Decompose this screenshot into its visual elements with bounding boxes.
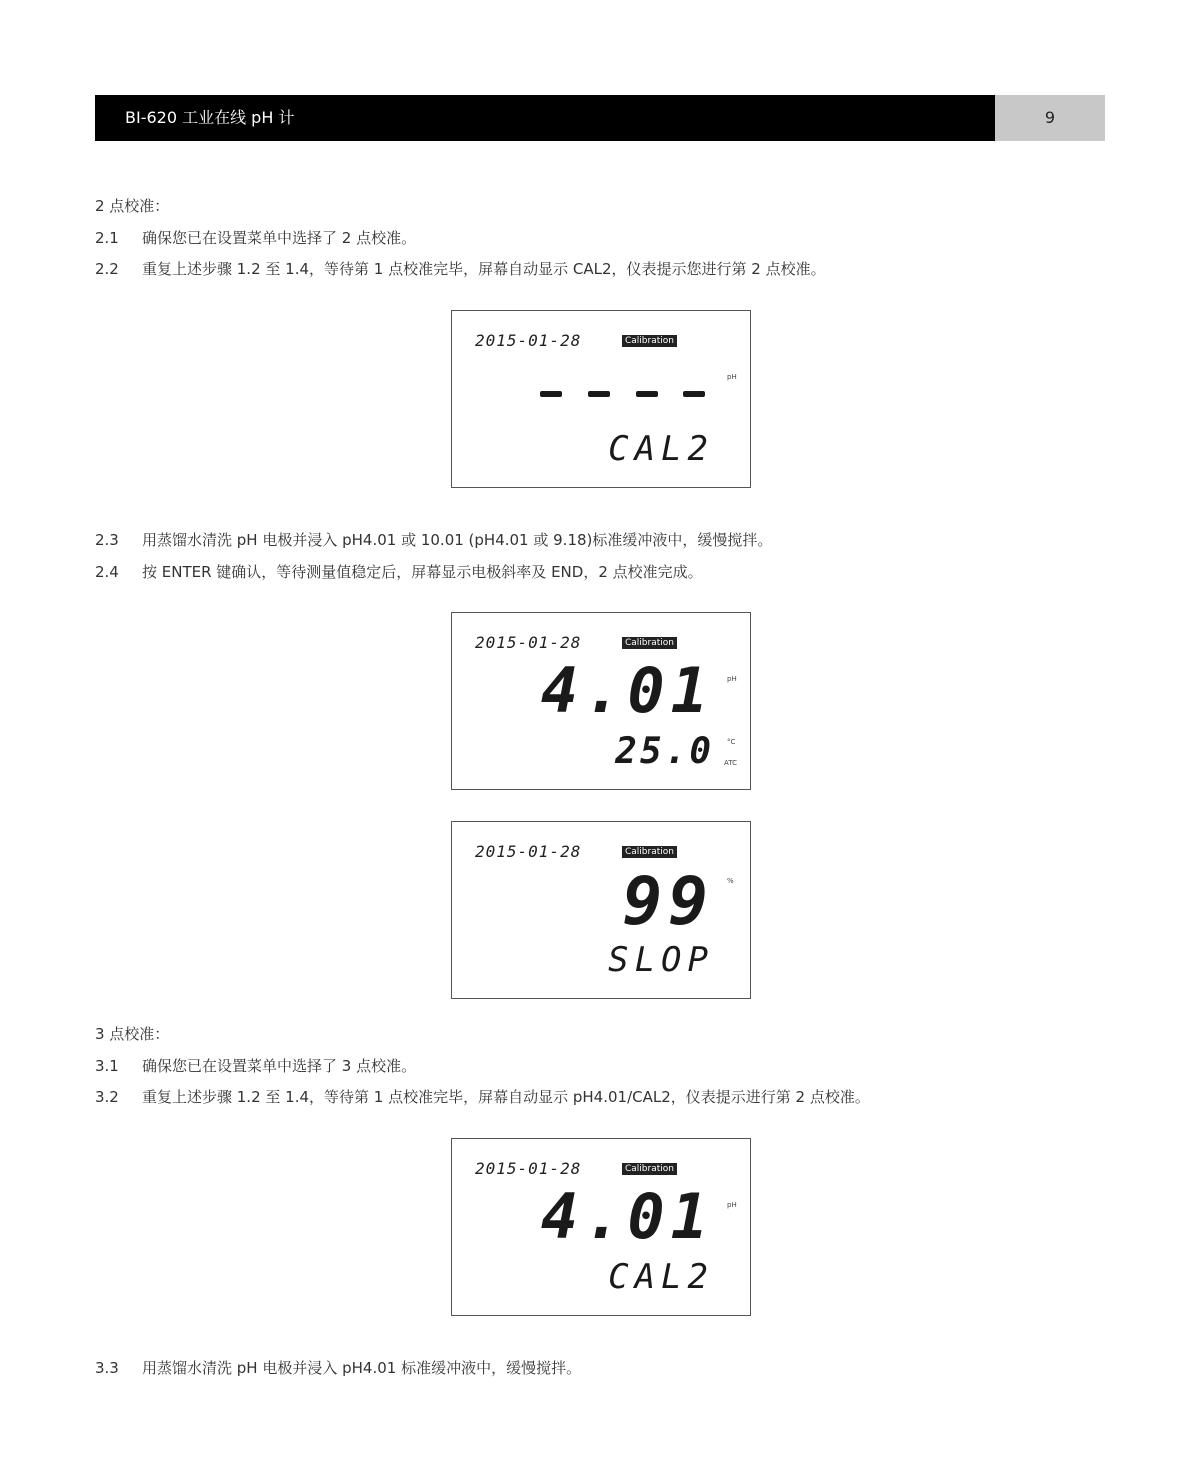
- lcd-temperature: 25.0: [615, 731, 714, 772]
- lcd-main-value: 99: [622, 863, 714, 940]
- lcd-sub: CAL2: [608, 429, 714, 469]
- step-3-3: [95, 1357, 581, 1378]
- lcd-date: 2015-01-28: [475, 842, 582, 861]
- step-2-1: [95, 227, 416, 248]
- step-number: 3.3: [95, 1359, 119, 1377]
- lcd-unit: %: [727, 877, 734, 885]
- step-2-3: [95, 529, 772, 550]
- lcd-display-cal2-dashes: [451, 310, 751, 488]
- step-3-2: [95, 1086, 870, 1107]
- step-text: 确保您已在设置菜单中选择了 2 点校准。: [142, 229, 417, 247]
- step-2-4: [95, 561, 703, 582]
- lcd-display-ph-cal2: [451, 1138, 751, 1316]
- lcd-temp-unit: °C: [727, 738, 736, 746]
- page-number: 9: [995, 95, 1105, 141]
- step-text: 重复上述步骤 1.2 至 1.4，等待第 1 点校准完毕，屏幕自动显示 CAL2，仪表提示您进行第 2 点校准。: [142, 260, 826, 278]
- step-number: 3.1: [95, 1057, 119, 1075]
- step-number: 3.2: [95, 1088, 119, 1106]
- section-3-title: 3 点校准：: [95, 1025, 170, 1043]
- section-2-title: 2 点校准：: [95, 197, 170, 215]
- step-text: 按 ENTER 键确认，等待测量值稳定后，屏幕显示电极斜率及 END，2 点校准完成。: [142, 563, 703, 581]
- calibration-badge: Calibration: [622, 335, 677, 347]
- step-text: 重复上述步骤 1.2 至 1.4，等待第 1 点校准完毕，屏幕自动显示 pH4.01/CAL2，仪表提示进行第 2 点校准。: [142, 1088, 870, 1106]
- lcd-display-ph-temp: [451, 612, 751, 790]
- dash-segment: [540, 391, 562, 397]
- step-3-1: [95, 1055, 416, 1076]
- lcd-date: 2015-01-28: [475, 1159, 582, 1178]
- dash-segment: [683, 391, 705, 397]
- step-2-2: [95, 258, 826, 279]
- step-number: 2.2: [95, 260, 119, 278]
- calibration-badge: Calibration: [622, 846, 677, 858]
- lcd-unit: pH: [727, 1201, 737, 1209]
- step-number: 2.3: [95, 531, 119, 549]
- lcd-display-slope: [451, 821, 751, 999]
- header-title: BI-620 工业在线 pH 计: [125, 108, 295, 127]
- lcd-unit: pH: [727, 675, 737, 683]
- step-text: 确保您已在设置菜单中选择了 3 点校准。: [142, 1057, 417, 1075]
- dash-segment: [588, 391, 610, 397]
- lcd-main-value: 4.01: [540, 1180, 714, 1253]
- step-text: 用蒸馏水清洗 pH 电极并浸入 pH4.01 标准缓冲液中，缓慢搅拌。: [142, 1359, 582, 1377]
- lcd-sub: SLOP: [608, 940, 714, 980]
- calibration-badge: Calibration: [622, 637, 677, 649]
- step-number: 2.1: [95, 229, 119, 247]
- lcd-date: 2015-01-28: [475, 331, 582, 350]
- lcd-atc-label: ATC: [724, 759, 737, 767]
- step-text: 用蒸馏水清洗 pH 电极并浸入 pH4.01 或 10.01 (pH4.01 或 9.18)标准缓冲液中，缓慢搅拌。: [142, 531, 773, 549]
- step-number: 2.4: [95, 563, 119, 581]
- lcd-date: 2015-01-28: [475, 633, 582, 652]
- lcd-sub: CAL2: [608, 1257, 714, 1297]
- lcd-main-value: 4.01: [540, 654, 714, 727]
- lcd-unit: pH: [727, 373, 737, 381]
- dash-segment: [636, 391, 658, 397]
- calibration-badge: Calibration: [622, 1163, 677, 1175]
- header-bar: [95, 95, 995, 141]
